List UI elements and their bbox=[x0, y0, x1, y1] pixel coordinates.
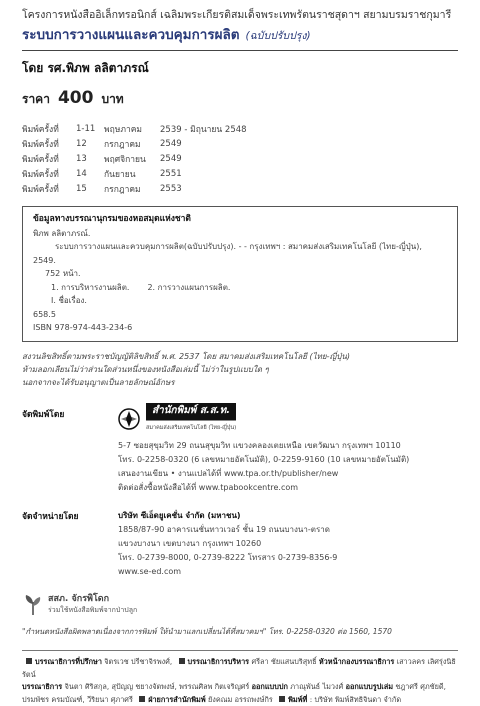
series-line: โครงการหนังสืออิเล็กทรอนิกส์ เฉลิมพระเกียรติสมเด็จพระเทพรัตนราชสุดาฯ สยามบรมราชกุมารี bbox=[22, 8, 458, 23]
paper-mark bbox=[22, 591, 458, 616]
printing-label: พิมพ์ครั้งที่ bbox=[22, 152, 76, 166]
publisher-logo-text bbox=[146, 403, 236, 435]
distributor-district: แขวงบางนา เขตบางนา กรุงเทพฯ 10260 bbox=[118, 537, 458, 551]
printing-num: 1-11 bbox=[76, 124, 104, 134]
publisher-order-link: ติดต่อสั่งซื้อหนังสือได้ที่ www.tpabookcentre.com bbox=[118, 481, 458, 495]
cip-subject: 2. การวางแผนการผลิต. bbox=[147, 281, 230, 295]
copyright-line: นอกจากจะได้รับอนุญาตเป็นลายลักษณ์อักษร bbox=[22, 376, 458, 389]
printing-month: กรกฎาคม bbox=[104, 137, 160, 151]
title-line bbox=[22, 23, 458, 45]
printing-label: พิมพ์ครั้งที่ bbox=[22, 182, 76, 196]
printing-num: 12 bbox=[76, 139, 104, 149]
printing-label: พิมพ์ครั้งที่ bbox=[22, 137, 76, 151]
price-value: 400 bbox=[58, 88, 94, 108]
credit-label: หัวหน้ากองบรรณาธิการ bbox=[319, 657, 394, 666]
return-policy: "กำหนดหนังสือผิดพลาดเนื่องจากการพิมพ์ ให้นำมาแลกเปลี่ยนได้ที่สมาคมฯ" โทร. 0-2258-0320 ต่อ 1560, 1570 bbox=[22, 626, 458, 638]
square-bullet-icon bbox=[26, 658, 32, 664]
printing-row bbox=[22, 151, 458, 166]
publisher-phone: โทร. 0-2258-0320 (6 เลขหมายอัตโนมัติ), 0-2259-9160 (10 เลขหมายอัตโนมัติ) bbox=[118, 453, 458, 467]
distributor-label: จัดจำหน่ายโดย bbox=[22, 509, 118, 579]
publisher-body bbox=[118, 403, 458, 495]
credit-text: ศรีลา ชัยแสนบริสุทธิ์ bbox=[251, 657, 316, 666]
printing-month: กันยายน bbox=[104, 167, 160, 181]
cip-year: 2549. bbox=[33, 254, 447, 268]
price-unit: บาท bbox=[101, 90, 123, 109]
cip-author: พิภพ ลลิตาภรณ์. bbox=[33, 227, 447, 241]
printing-year: 2539 - มิถุนายน 2548 bbox=[160, 122, 258, 136]
printing-year: 2553 bbox=[160, 184, 258, 194]
printing-num: 13 bbox=[76, 154, 104, 164]
price-label: ราคา bbox=[22, 90, 50, 109]
book-title: ระบบการวางแผนและควบคุมการผลิต bbox=[22, 23, 240, 45]
paper-mark-name: สสภ. จักรพิโดก bbox=[48, 591, 137, 605]
square-bullet-icon bbox=[139, 696, 145, 702]
credit-label: พิมพ์ที่ bbox=[288, 695, 307, 704]
printing-num: 14 bbox=[76, 169, 104, 179]
publisher-logo bbox=[118, 403, 458, 435]
distributor-phone: โทร. 0-2739-8000, 0-2739-8222 โทรสาร 0-2739-8356-9 bbox=[118, 551, 458, 565]
publisher-section bbox=[22, 403, 458, 495]
cip-subject: 1. การบริหารงานผลิต. bbox=[51, 281, 129, 295]
credit-label: บรรณาธิการ bbox=[22, 682, 62, 691]
distributor-section bbox=[22, 509, 458, 579]
paper-mark-text bbox=[48, 591, 137, 616]
cip-isbn: ISBN 978-974-443-234-6 bbox=[33, 321, 447, 335]
credit-label: บรรณาธิการที่ปรึกษา bbox=[35, 657, 102, 666]
credit-text: จินตา ศิริสกุล, สุปัญญ ชยางจัตพงษ์, พรรณศิลพ กิตเจริญศร์ bbox=[65, 682, 250, 691]
credit-text: เสาวลคร เลิศรุ่งนิธิรัตน์ bbox=[22, 657, 456, 679]
author-line: โดย รศ.พิภพ ลลิตาภรณ์ bbox=[22, 59, 458, 78]
credit-text: : บริษัท พิมพ์สิทธิจินดา จำกัด bbox=[310, 695, 401, 704]
cip-entry: ระบบการวางแผนและควบคุมการผลิต(ฉบับปรับปรุง). - - กรุงเทพฯ : สมาคมส่งเสริมเทคโนโลยี (ไทย-ญี่ปุ่น), bbox=[33, 240, 447, 254]
square-bullet-icon bbox=[279, 696, 285, 702]
printing-year: 2549 bbox=[160, 154, 258, 164]
copyright-notice bbox=[22, 350, 458, 389]
publisher-logo-name: สำนักพิมพ์ ส.ส.ท. bbox=[146, 403, 236, 420]
cip-box bbox=[22, 206, 458, 342]
credits-block bbox=[22, 650, 458, 706]
credit-label: ออกแบบรูปเล่ม bbox=[346, 682, 393, 691]
distributor-website: www.se-ed.com bbox=[118, 565, 458, 579]
cip-subject: I. ชื่อเรื่อง. bbox=[33, 294, 447, 308]
cip-heading: ข้อมูลทางบรรณานุกรมของหอสมุดแห่งชาติ bbox=[33, 213, 447, 227]
header-rule bbox=[22, 50, 458, 51]
publisher-emblem-icon bbox=[118, 408, 140, 430]
copyright-line: สงวนลิขสิทธิ์ตามพระราชบัญญัติลิขสิทธิ์ พ.ศ. 2537 โดย สมาคมส่งเสริมเทคโนโลยี (ไทย-ญี่ปุ่น) bbox=[22, 350, 458, 363]
publisher-submit-link: เสนองานเขียน • งานแปลได้ที่ www.tpa.or.th/publisher/new bbox=[118, 467, 458, 481]
printing-row bbox=[22, 166, 458, 181]
distributor-body bbox=[118, 509, 458, 579]
plant-icon bbox=[22, 592, 44, 616]
printing-month: พฤษภาคม bbox=[104, 122, 160, 136]
printing-year: 2549 bbox=[160, 139, 258, 149]
credit-label: ออกแบบปก bbox=[252, 682, 288, 691]
printing-label: พิมพ์ครั้งที่ bbox=[22, 122, 76, 136]
publisher-label: จัดพิมพ์โดย bbox=[22, 403, 118, 495]
credit-text: ปรมพัชร ครมบัณฑ์, วีริยนา ศุภาศรี bbox=[22, 695, 133, 704]
price-line bbox=[22, 88, 458, 109]
printing-month: กรกฎาคม bbox=[104, 182, 160, 196]
printing-row bbox=[22, 136, 458, 151]
printing-num: 15 bbox=[76, 184, 104, 194]
publisher-logo-tag: สมาคมส่งเสริมเทคโนโลยี (ไทย-ญี่ปุ่น) bbox=[146, 420, 236, 435]
square-bullet-icon bbox=[179, 658, 185, 664]
credits-line bbox=[22, 681, 458, 694]
cip-class: 658.5 bbox=[33, 308, 447, 322]
printing-year: 2551 bbox=[160, 169, 258, 179]
cip-pages: 752 หน้า. bbox=[33, 267, 447, 281]
copyright-line: ห้ามลอกเลียนไม่ว่าส่วนใดส่วนหนึ่งของหนังสือเล่มนี้ ไม่ว่าในรูปแบบใด ๆ bbox=[22, 363, 458, 376]
printing-row bbox=[22, 181, 458, 196]
credit-label: ฝ่ายการสำนักพิมพ์ bbox=[148, 695, 205, 704]
printing-label: พิมพ์ครั้งที่ bbox=[22, 167, 76, 181]
printing-month: พฤศจิกายน bbox=[104, 152, 160, 166]
credit-text: ยังคณม อรรถพงษ์กิร bbox=[208, 695, 273, 704]
credit-label: บรรณาธิการบริหาร bbox=[188, 657, 250, 666]
publisher-address: 5-7 ซอยสุขุมวิท 29 ถนนสุขุมวิท แขวงคลองเตยเหนือ เขตวัฒนา กรุงเทพฯ 10110 bbox=[118, 439, 458, 453]
distributor-address: 1858/87-90 อาคารเนชั่นทาวเวอร์ ชั้น 19 ถนนบางนา-ตราด bbox=[118, 523, 458, 537]
printing-history bbox=[22, 121, 458, 196]
credit-text: ภาณุพันธ์ ไมวงศ์ bbox=[290, 682, 343, 691]
paper-mark-tag: ร่วมใช้หนังสือพิมพ์จากป่าปลูก bbox=[48, 605, 137, 616]
cip-subjects bbox=[33, 281, 447, 295]
printing-row bbox=[22, 121, 458, 136]
credits-line bbox=[22, 656, 458, 681]
distributor-name: บริษัท ซีเอ็ดยูเคชั่น จำกัด (มหาชน) bbox=[118, 509, 458, 523]
credit-text: ชฎาศรี ศุภชัยดี, bbox=[395, 682, 446, 691]
credit-text: จิตรเวช ปรีชาจิรพงศ์, bbox=[104, 657, 172, 666]
book-title-sub: (ฉบับปรับปรุง) bbox=[246, 27, 311, 44]
